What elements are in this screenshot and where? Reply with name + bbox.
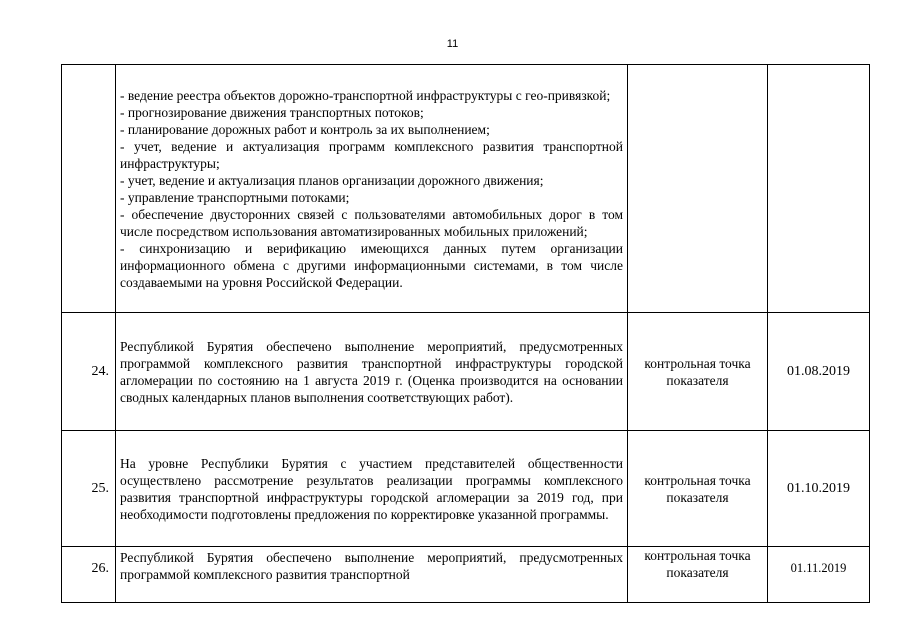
list-item: - обеспечение двусторонних связей с пользователями автомобильных дорог в том числе посредством использования автоматизированных мобильных приложений; — [120, 206, 623, 239]
table-row — [62, 547, 870, 603]
list-item: - управление транспортными потоками; — [120, 189, 350, 205]
row-status: контрольная точка показателя — [628, 547, 768, 603]
row-status — [628, 65, 768, 313]
table-row — [62, 431, 870, 547]
row-date: 01.10.2019 — [768, 431, 870, 547]
list-item: - учет, ведение и актуализация планов организации дорожного движения; — [120, 172, 544, 188]
row-description: Республикой Бурятия обеспечено выполнение мероприятий, предусмотренных программой комплексного развития транспортной инфраструктуры городской агломерации по состоянию на 1 августа 2019 г. (Оценка производится на основании сводных календарных планов выполнения соответствующих работ). — [116, 313, 628, 431]
row-number: 25. — [62, 431, 116, 547]
row-number — [62, 65, 116, 313]
list-item: - синхронизацию и верификацию имеющихся данных путем организации информационного обмена с другими информационными системами, в том числе создаваемыми на уровня Российской Федерации. — [120, 240, 623, 290]
row-description — [116, 65, 628, 313]
row-description: На уровне Республики Бурятия с участием представителей общественности осуществлено рассмотрение результатов реализации программы комплексного развития транспортной инфраструктуры городской агломерации за 2019 год, при необходимости подготовлены предложения по корректировке указанной программы. — [116, 431, 628, 547]
list-item: - ведение реестра объектов дорожно-транспортной инфраструктуры с гео-привязкой; — [120, 87, 611, 103]
table-row — [62, 65, 870, 313]
row-status: контрольная точка показателя — [628, 431, 768, 547]
table-row — [62, 313, 870, 431]
page-number: 11 — [446, 38, 459, 50]
list-item: - учет, ведение и актуализация программ комплексного развития транспортной инфраструктуры; — [120, 138, 623, 171]
control-points-table — [61, 64, 870, 603]
list-item: - планирование дорожных работ и контроль за их выполнением; — [120, 121, 490, 137]
list-item: - прогнозирование движения транспортных потоков; — [120, 104, 424, 120]
row-date: 01.08.2019 — [768, 313, 870, 431]
row-date — [768, 65, 870, 313]
row-date: 01.11.2019 — [768, 547, 870, 603]
row-description: Республикой Бурятия обеспечено выполнение мероприятий, предусмотренных программой комплексного развития транспортной — [116, 547, 628, 603]
row-number: 24. — [62, 313, 116, 431]
row-status: контрольная точка показателя — [628, 313, 768, 431]
row-number: 26. — [62, 547, 116, 603]
